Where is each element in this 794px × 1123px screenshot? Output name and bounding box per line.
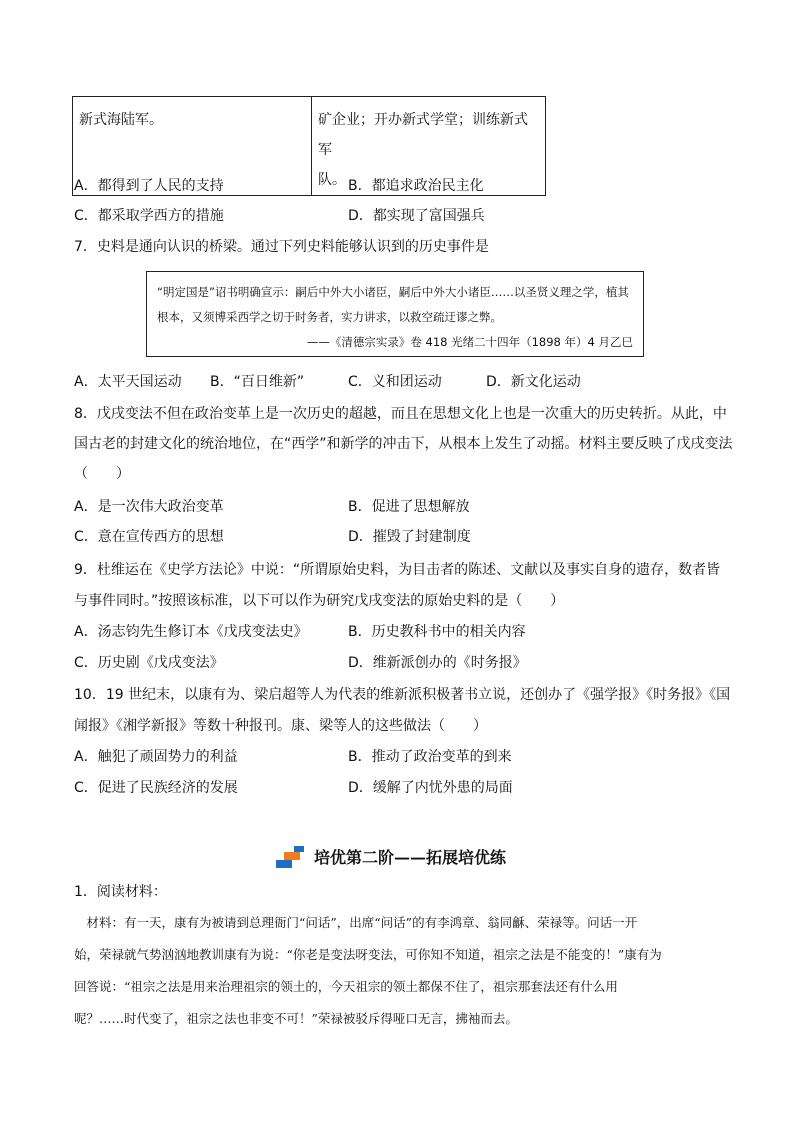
q7-option-d: D．新文化运动 <box>486 374 581 390</box>
section-heading <box>276 846 506 870</box>
q9-option-b: B．历史教科书中的相关内容 <box>348 624 526 640</box>
q8-option-d: D．摧毁了封建制度 <box>348 529 471 545</box>
quote-source: ——《清德宗实录》卷 418 光绪二十四年（1898 年）4 月乙巳 <box>306 335 633 349</box>
reading-heading: 1．阅读材料： <box>74 884 167 900</box>
table-cell-text: 新式海陆军。 <box>79 112 163 128</box>
q10-option-c: C．促进了民族经济的发展 <box>74 780 238 796</box>
reading-line: 始，荣禄就气势汹汹地教训康有为说：“你老是变法呀变法，可你知不知道，祖宗之法是不能变的！”康有为 <box>74 947 662 962</box>
q6-option-d: D．都实现了富国强兵 <box>348 208 485 224</box>
q10-stem-line: 10．19 世纪末，以康有为、梁启超等人为代表的维新派积极著书立说，还创办了《强学报》《时务报》《国 <box>74 687 731 703</box>
q9-stem-line: 与事件同时。”按照该标准，以下可以作为研究戊戌变法的原始史料的是（ ） <box>74 593 565 609</box>
q10-option-b: B．推动了政治变革的到来 <box>348 749 512 765</box>
q7-stem: 7．史料是通向认识的桥梁。通过下列史料能够认识到的历史事件是 <box>74 239 489 255</box>
q10-option-a: A．触犯了顽固势力的利益 <box>74 749 238 765</box>
quote-line: “明定国是”诏书明确宣示：嗣后中外大小诸臣，嗣后中外大小诸臣……以圣贤义理之学，植其 <box>157 285 629 299</box>
q6-option-b: B．都追求政治民主化 <box>348 178 484 194</box>
q8-stem-line: 国古老的封建文化的统治地位，在“西学”和新学的冲击下，从根本上发生了动摇。材料主要反映了戊戌变法 <box>74 436 733 452</box>
q9-option-d: D．维新派创办的《时务报》 <box>348 655 527 671</box>
q6-option-c: C．都采取学西方的措施 <box>74 208 224 224</box>
q7-quote-box <box>146 271 644 357</box>
q6-option-a: A．都得到了人民的支持 <box>74 178 224 194</box>
table-cell-text: 队。 <box>318 172 346 188</box>
reading-line: 呢？……时代变了，祖宗之法也非变不可！”荣禄被驳斥得哑口无言，拂袖而去。 <box>74 1011 518 1026</box>
q7-option-b: B．“百日维新” <box>210 374 305 390</box>
q7-option-a: A．太平天国运动 <box>74 374 182 390</box>
q8-stem-line: 8．戊戌变法不但在政治变革上是一次历史的超越，而且在思想文化上也是一次重大的历史转折。从此，中 <box>74 406 727 422</box>
q10-option-d: D．缓解了内忧外患的局面 <box>348 780 513 796</box>
q9-option-a: A．汤志钧先生修订本《戊戌变法史》 <box>74 624 308 640</box>
reading-line: 材料：有一天，康有为被请到总理衙门“问话”，出席“问话”的有李鸿章、翁同龢、荣禄等。问话一开 <box>74 915 638 930</box>
table-cell-text: 矿企业；开办新式学堂；训练新式军 <box>318 112 528 158</box>
reading-line: 回答说：“祖宗之法是用来治理祖宗的领土的，今天祖宗的领土都保不住了，祖宗那套法还有什么用 <box>74 979 618 994</box>
stacked-blocks-icon <box>276 846 308 870</box>
q8-option-b: B．促进了思想解放 <box>348 499 470 515</box>
quote-line: 根本，又须博采西学之切于时务者，实力讲求，以救空疏迂谬之弊。 <box>157 310 502 324</box>
q10-stem-line: 闻报》《湘学新报》等数十种报刊。康、梁等人的这些做法（ ） <box>74 718 487 734</box>
q8-stem-line: （ ） <box>74 466 130 482</box>
q9-stem-line: 9．杜维运在《史学方法论》中说：“所谓原始史料，为目击者的陈述、文献以及事实自身的遗存，数者皆 <box>74 562 721 578</box>
q7-option-c: C．义和团运动 <box>348 374 442 390</box>
q8-option-a: A．是一次伟大政治变革 <box>74 499 224 515</box>
q9-option-c: C．历史剧《戊戌变法》 <box>74 655 224 671</box>
q8-option-c: C．意在宣传西方的思想 <box>74 529 224 545</box>
section-title: 培优第二阶——拓展培优练 <box>314 848 507 867</box>
